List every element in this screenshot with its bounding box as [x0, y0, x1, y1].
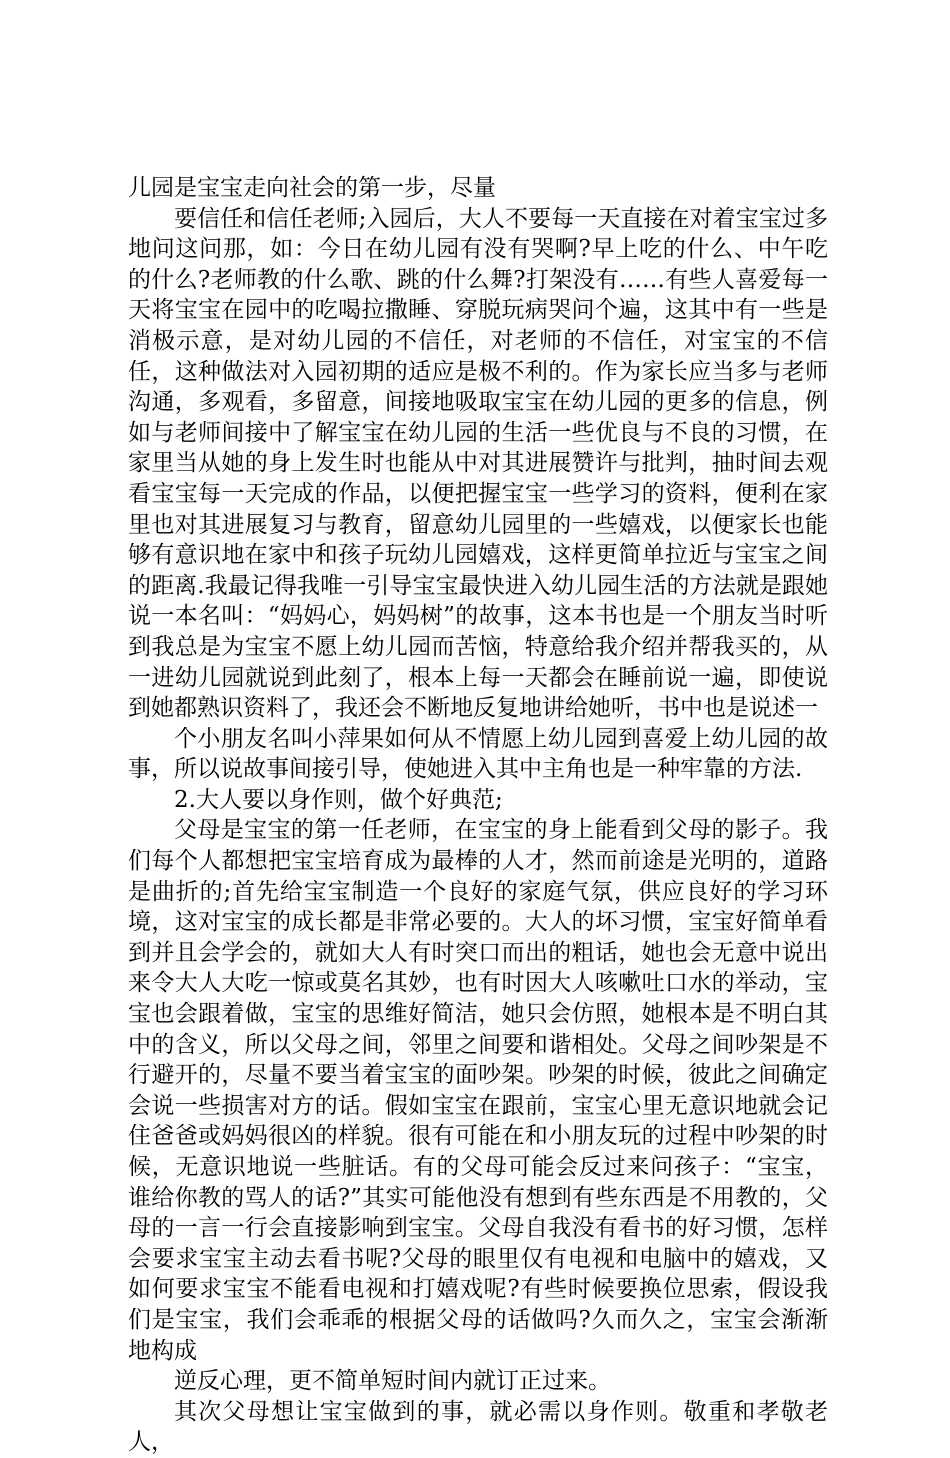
paragraph-2: 要信任和信任老师;入园后，大人不要每一天直接在对着宝宝过多地问这问那，如：今日在幼儿园有没有哭啊?早上吃的什么、中午吃的什么?老师教的什么歌、跳的什么舞?打架没有……有些人喜爱每一天将宝宝在园中的吃喝拉撒睡、穿脱玩病哭问个遍，这其中有一些是消极示意，是对幼儿园的不信任，对老师的不信任，对宝宝的不信任，这种做法对入园初期的适应是极不利的。作为家长应当多与老师沟通，多观看，多留意，间接地吸取宝宝在幼儿园的更多的信息，例如与老师间接中了解宝宝在幼儿园的生活一些优良与不良的习惯，在家里当从她的身上发生时也能从中对其进展赞许与批判，抽时间去观看宝宝每一天完成的作品，以便把握宝宝一些学习的资料，便利在家里也对其进展复习与教育，留意幼儿园里的一些嬉戏，以便家长也能够有意识地在家中和孩子玩幼儿园嬉戏，这样更简单拉近与宝宝之间的距离.我最记得我唯一引导宝宝最快进入幼儿园生活的方法就是跟她说一本名叫：“妈妈心，妈妈树”的故事，这本书也是一个朋友当时听到我总是为宝宝不愿上幼儿园而苦恼，特意给我介绍并帮我买的，从一进幼儿园就说到此刻了，根本上每一天都会在睡前说一遍，即使说到她都熟识资料了，我还会不断地反复地讲给她听，书中也是说述一 — [128, 205, 828, 722]
document-body — [128, 173, 828, 1458]
paragraph-6: 其次父母想让宝宝做到的事，就必需以身作则。敬重和孝敬老人， — [128, 1398, 828, 1456]
paragraph-3: 个小朋友名叫小萍果如何从不情愿上幼儿园到喜爱上幼儿园的故事，所以说故事间接引导，使她进入其中主角也是一种牢靠的方法. — [128, 725, 828, 783]
paragraph-4: 父母是宝宝的第一任老师，在宝宝的身上能看到父母的影子。我们每个人都想把宝宝培育成为最棒的人才，然而前途是光明的，道路是曲折的;首先给宝宝制造一个良好的家庭气氛，供应良好的学习环境，这对宝宝的成长都是非常必要的。大人的坏习惯，宝宝好简单看到并且会学会的，就如大人有时突口而出的粗话，她也会无意中说出来令大人大吃一惊或莫名其妙，也有时因大人咳嗽吐口水的举动，宝宝也会跟着做，宝宝的思维好简洁，她只会仿照，她根本是不明白其中的含义，所以父母之间，邻里之间要和谐相处。父母之间吵架是不行避开的，尽量不要当着宝宝的面吵架。吵架的时候，彼此之间确定会说一些损害对方的话。假如宝宝在跟前，宝宝心里无意识地就会记住爸爸或妈妈很凶的样貌。很有可能在和小朋友玩的过程中吵架的时候，无意识地说一些脏话。有的父母可能会反过来问孩子：“宝宝，谁给你教的骂人的话?”其实可能他没有想到有些东西是不用教的，父母的一言一行会直接影响到宝宝。父母自我没有看书的好习惯，怎样会要求宝宝主动去看书呢?父母的眼里仅有电视和电脑中的嬉戏，又如何要求宝宝不能看电视和打嬉戏呢?有些时候要换位思索，假设我们是宝宝，我们会乖乖的根据父母的话做吗?久而久之，宝宝会渐渐地构成 — [128, 817, 828, 1364]
paragraph-5: 逆反心理，更不简单短时间内就订正过来。 — [174, 1368, 611, 1395]
paragraph-1: 儿园是宝宝走向社会的第一步，尽量 — [128, 175, 496, 201]
section-heading: 2.大人要以身作则，做个好典范; — [174, 786, 503, 813]
